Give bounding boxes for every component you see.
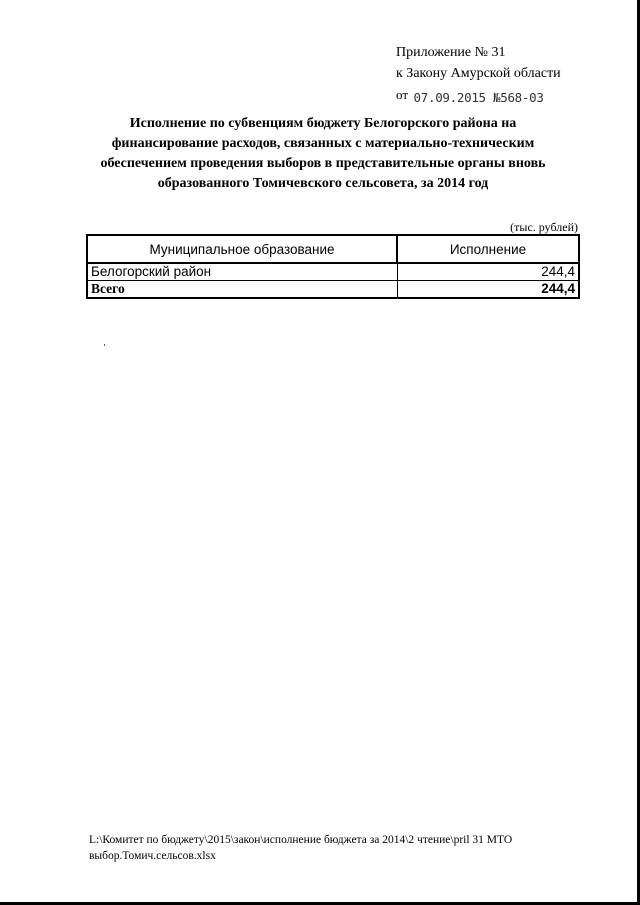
appendix-date-line [396,84,561,109]
appendix-header [396,42,561,109]
document-title: Исполнение по субвенциям бюджету Белогорского района на финансирование расходов, связанных с материально-техническим обеспечением проведения выборов в представительные органы вновь образованного Томичевского сельсовета, за 2014 год [100,116,546,191]
appendix-law-reference: к Закону Амурской области [396,66,561,81]
column-header-municipality: Муниципальное образование [87,235,397,263]
execution-table [86,234,580,299]
table-row [87,263,579,281]
file-path-line-2: выбор.Томич.сельсов.xlsx [89,850,216,862]
file-path-footer [89,832,529,864]
file-path-line-1: L:\Комитет по бюджету\2015\закон\исполнение бюджета за 2014\2 чтение\pril 31 МТО [89,834,513,846]
column-header-execution: Исполнение [397,235,579,263]
units-label: (тыс. рублей) [510,220,578,234]
scan-speck [104,344,105,346]
total-value: 244,4 [397,281,579,299]
table-total-row [87,281,579,299]
row-execution-value: 244,4 [397,263,579,281]
total-label: Всего [87,281,397,299]
appendix-date-stamp: 07.09.2015 №568-03 [413,90,544,105]
appendix-number: Приложение № 31 [396,45,506,60]
appendix-from-prefix: от [396,87,409,102]
row-municipality-name: Белогорский район [87,263,397,281]
table-header-row [87,235,579,263]
